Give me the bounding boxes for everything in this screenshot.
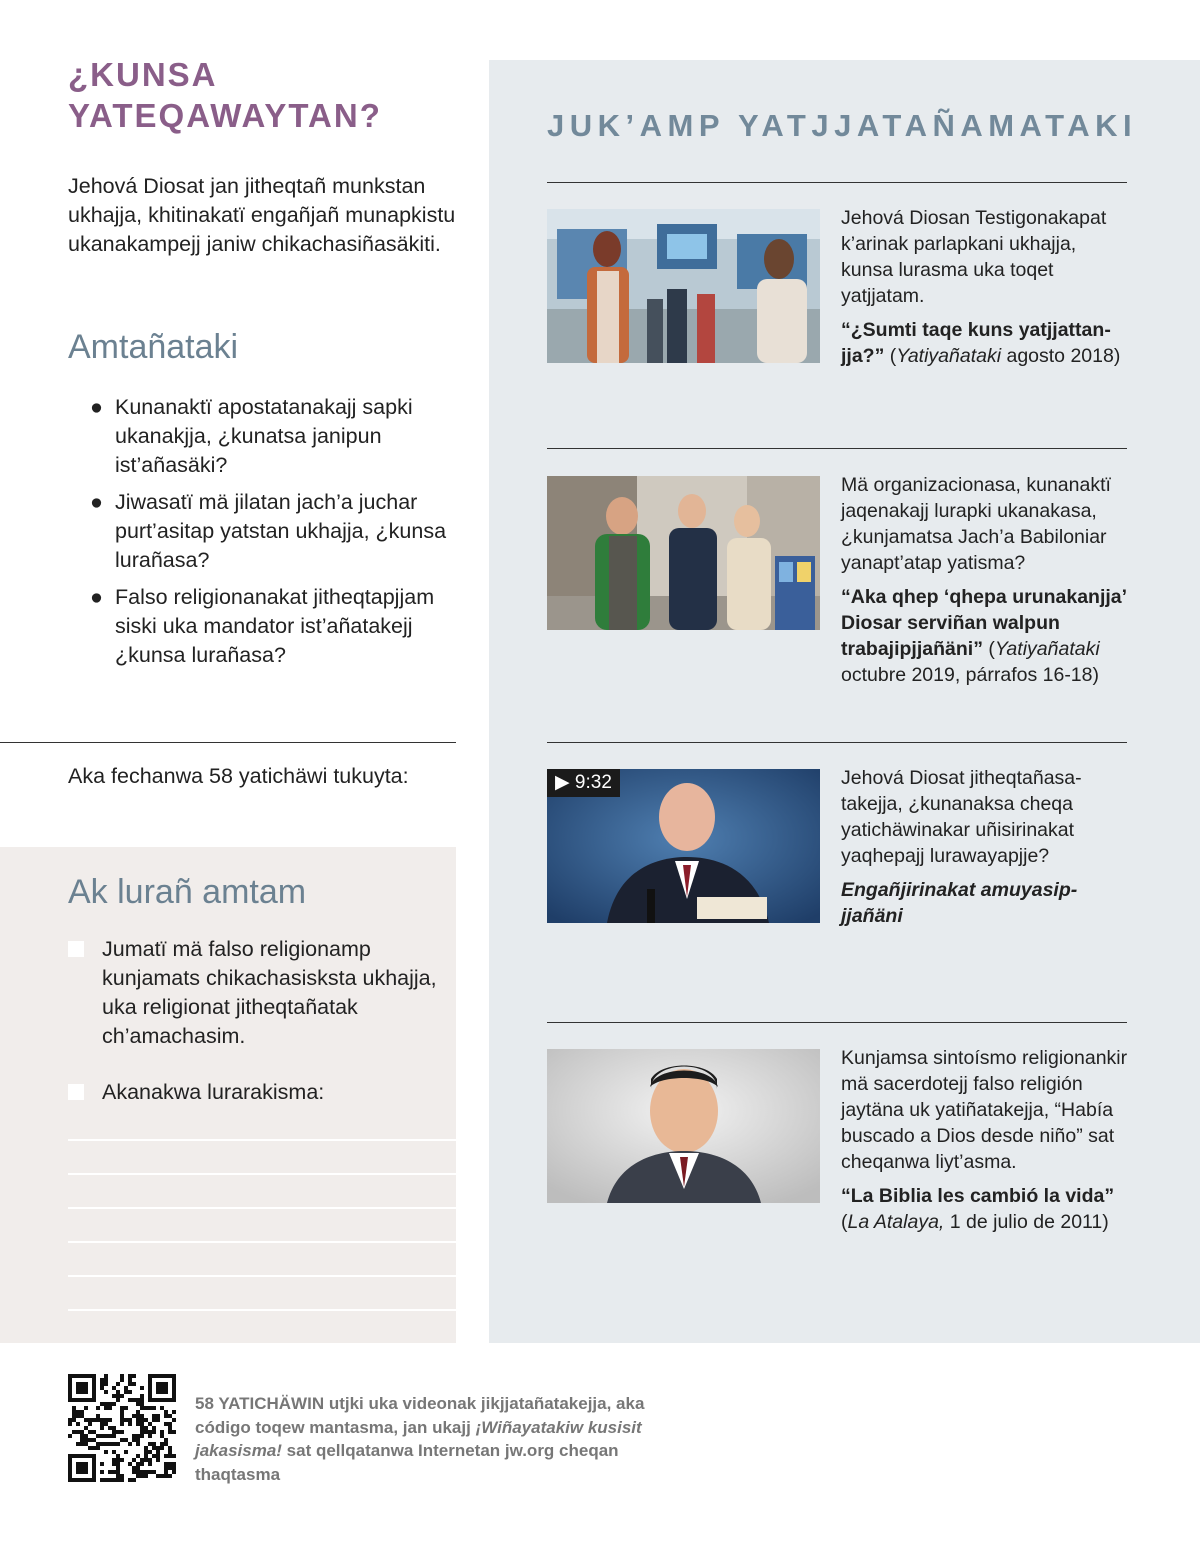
page-title: ¿KUNSA YATEQAWAYTAN?	[68, 56, 382, 134]
question-item: ● Kunanaktï apostatanakajj sapki ukanakjja, ¿kunatsa janipun ist’añasäki?	[90, 395, 413, 477]
divider	[547, 1022, 1127, 1023]
writing-line[interactable]	[68, 1309, 456, 1311]
review-item: Jumatï mä falso religionamp kunjamats chikachasisksta ukhajja, uka religionat jitheqtañatak ch’amachasim.	[68, 935, 438, 1051]
divider	[547, 448, 1127, 449]
resource-reference[interactable]: “¿Sumti taqe kuns yatjjattanjja?” (Yatiyañataki agosto 2018)	[841, 319, 1121, 367]
review-heading: Ak lurañ amtam	[68, 873, 307, 911]
divider	[547, 742, 1127, 743]
video-duration-badge[interactable]: ▶ 9:32	[547, 769, 620, 797]
resource-reference[interactable]: Engañjirinakat amuyasipjjañäni	[841, 879, 1078, 927]
man-portrait-image[interactable]	[547, 1049, 820, 1203]
question-item: ● Jiwasatï mä jilatan jach’a juchar purt’asitap yatstan ukhajja, ¿kunsa lurañasa?	[90, 490, 447, 572]
resources-title: JUK’AMP YATJJATAÑAMATAKI	[547, 108, 1138, 143]
resource-text	[841, 1045, 1131, 1235]
review-item: Akanakwa lurarakisma:	[68, 1078, 438, 1107]
resource-reference[interactable]: “Aka qhep ‘qhepa urunakanjja’ Diosar serviñan walpun trabajipjjañäni” (Yatiyañataki octubre 2019, párrafos 16-18)	[841, 586, 1126, 686]
resource-text	[841, 765, 1131, 929]
checkbox[interactable]	[68, 941, 84, 957]
bullet-icon: ●	[90, 585, 103, 609]
divider	[0, 742, 456, 743]
questions-list	[90, 393, 460, 678]
divider	[547, 182, 1127, 183]
writing-line[interactable]	[68, 1173, 456, 1175]
writing-line[interactable]	[68, 1275, 456, 1277]
city-street-screens-image[interactable]	[547, 209, 820, 363]
speaker-video-thumbnail[interactable]	[547, 769, 820, 923]
checkbox[interactable]	[68, 1084, 84, 1100]
questions-heading: Amtañataki	[68, 328, 239, 366]
resource-description: Jehová Diosan Testigonakapat k’arinak parlapkani ukhajja, kunsa lurasma uka toqet yatjjatam.	[841, 207, 1107, 307]
resource-description: Mä organizacionasa, kunanaktï jaqenakajj lurapki ukanakasa, ¿kunjamatsa Jach’a Babiloniar yanapt’atap yatisma?	[841, 474, 1111, 574]
resource-text	[841, 472, 1131, 688]
question-item: ● Falso religionanakat jitheqtapjjam siski uka mandator ist’añatakejj ¿kunsa lurañasa?	[90, 585, 435, 667]
resource-description: Jehová Diosat jitheqtañasatakejja, ¿kunanaksa cheqa yatichäwinakar uñisirinakat yaqhepajj lurawayapjje?	[841, 767, 1082, 867]
intro-paragraph: Jehová Diosat jan jitheqtañ munkstan ukhajja, khitinakatï engañjañ munapkistu ukanakampejj janiw chikachasiñasäkiti.	[68, 174, 456, 256]
qr-code-icon[interactable]	[68, 1374, 176, 1482]
resource-text	[841, 205, 1131, 369]
writing-line[interactable]	[68, 1139, 456, 1141]
resource-reference[interactable]: “La Biblia les cambió la vida” (La Atalaya, 1 de julio de 2011)	[841, 1185, 1115, 1233]
bullet-icon: ●	[90, 490, 103, 514]
bullet-icon: ●	[90, 395, 103, 419]
writing-line[interactable]	[68, 1207, 456, 1209]
date-line[interactable]: Aka fechanwa 58 yatichäwi tukuyta:	[68, 764, 409, 788]
street-witnessing-image[interactable]	[547, 476, 820, 630]
footer-text: 58 YATICHÄWIN utjki uka videonak jikjjatañatakejja, aka código toqew mantasma, jan ukajj ¡Wiñayatakiw kusisit jakasisma! sat qellqatanwa Internetan jw.org cheqan thaqtasma	[195, 1394, 645, 1484]
play-icon: ▶	[555, 772, 570, 793]
resource-description: Kunjamsa sintoísmo religionankir mä sacerdotejj falso religión jaytäna uk yatiñatakejja, “Había buscado a Dios desde niño” sat cheqanwa liyt’asma.	[841, 1047, 1128, 1173]
writing-line[interactable]	[68, 1241, 456, 1243]
